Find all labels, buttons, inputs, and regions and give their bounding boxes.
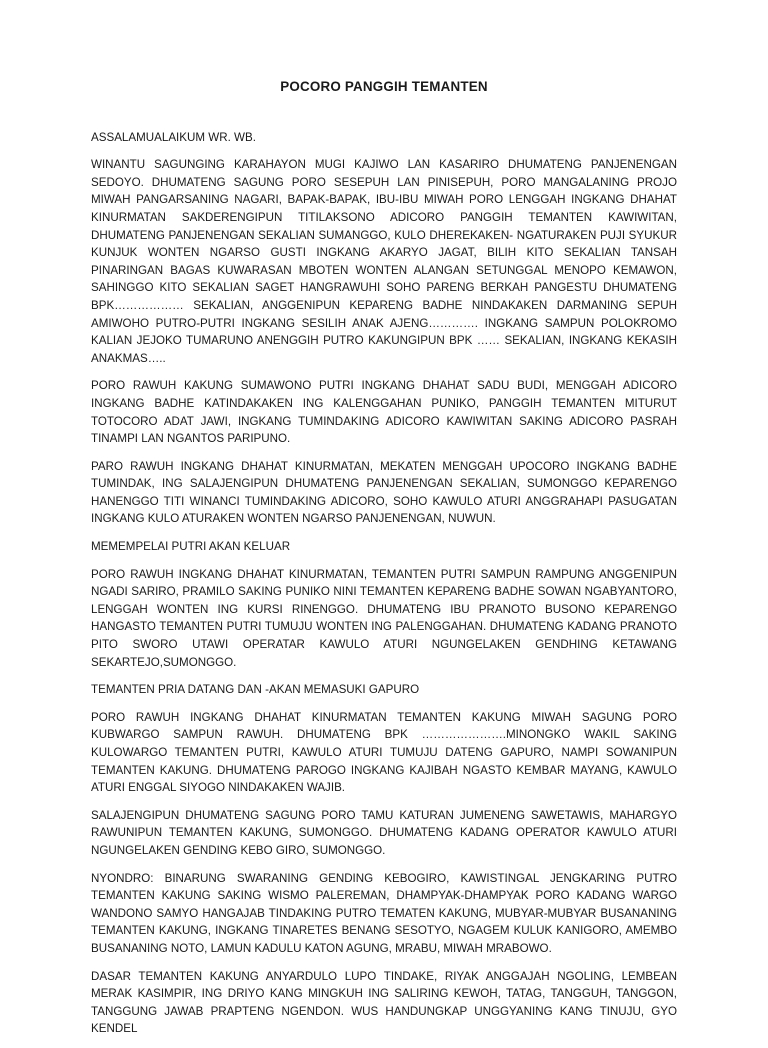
paragraph-guests-stand: SALAJENGIPUN DHUMATENG SAGUNG PORO TAMU KATURAN JUMENENG SAWETAWIS, MAHARGYO RAWUNIPUN TEMANTEN KAKUNG, SUMONGGO. DHUMATENG KADANG OPERATOR KAWULO ATURI NGUNGELAKEN GENDING KEBO GIRO, SUMONGGO. <box>91 808 677 857</box>
document-title: POCORO PANGGIH TEMANTEN <box>280 79 488 94</box>
paragraph-nyondro: NYONDRO: BINARUNG SWARANING GENDING KEBOGIRO, KAWISTINGAL JENGKARING PUTRO TEMANTEN KAKUNG SAKING WISMO PALEREMAN, DHAMPYAK-DHAMPYAK PORO KADANG WARGO WANDONO SAMYO HANGAJAB TINDAKING PUTRO TEMATEN KAKUNG, MUBYAR-MUBYAR BUSANANING TEMANTEN KAKUNG, INGKANG TINARETES BENANG SESOTYO, NGAGEM KULUK KANIGORO, AMEMBO BUSANANING NOTO, LAMUN KADULU KATON AGUNG, MRABU, MIWAH MRABOWO. <box>91 871 677 955</box>
paragraph-dasar: DASAR TEMANTEN KAKUNG ANYARDULO LUPO TINDAKE, RIYAK ANGGAJAH NGOLING, LEMBEAN MERAK KASIMPIR, ING DRIYO KANG MINGKUH ING SALIRING KEWOH, TATAG, TANGGUH, TANGGON, TANGGUNG JAWAB PRAPTENG NGENDON. WUS HANDUNGKAP UNGGYANING KANG TINUJU, GYO KENDEL <box>91 969 677 1036</box>
paragraph-groom-arrival: PORO RAWUH INGKANG DHAHAT KINURMATAN TEMANTEN KAKUNG MIWAH SAGUNG PORO KUBWARGO SAMPUN RAWUH. DHUMATENG BPK ………………….MINONGKO WAKIL SAKING KULOWARGO TEMANTEN PUTRI, KAWULO ATURI TUMUJU DATENG GAPURO, NAMPI SOWANIPUN TEMANTEN KAKUNG. DHUMATENG PAROGO INGKANG KAJIBAH NGASTO KEMBAR MAYANG, KAWULO ATURI ENGGAL SIYOGO NINDAKAKEN WAJIB. <box>91 710 677 795</box>
paragraph-upocoro: PARO RAWUH INGKANG DHAHAT KINURMATAN, MEKATEN MENGGAH UPOCORO INGKANG BADHE TUMINDAK, ING SALAJENGIPUN DHUMATENG PANJENENGAN SEKALIAN, SUMONGGO KEPARENGO HANENGGO TITI WINANCI TUMINDAKING ADICORO, SOHO KAWULO ATURI ANGGRAHAPI PASUGATAN INGKANG KULO ATURAKEN WONTEN NGARSO PANJENENGAN, NUWUN. <box>91 459 677 526</box>
paragraph-bride: PORO RAWUH INGKANG DHAHAT KINURMATAN, TEMANTEN PUTRI SAMPUN RAMPUNG ANGGENIPUN NGADI SARIRO, PRAMILO SAKING PUNIKO NINI TEMANTEN KEPARENG BADHE SOWAN NGABYANTORO, LENGGAH WONTEN ING KURSI RINENGGO. DHUMATENG IBU PRANOTO BUSONO KEPARENGO HANGASTO TEMANTEN PUTRI TUMUJU WONTEN ING PALENGGAHAN. DHUMATENG KADANG PRANOTO PITO SWORO UTAWI OPERATAR KAWULO ATURI NGUNGELAKEN GENDHING KETAWANG SEKARTEJO,SUMONGGO. <box>91 567 677 669</box>
section-heading-bride: MEMEMPELAI PUTRI AKAN KELUAR <box>91 540 291 554</box>
greeting: ASSALAMUALAIKUM WR. WB. <box>91 130 256 144</box>
paragraph-adicoro: PORO RAWUH KAKUNG SUMAWONO PUTRI INGKANG DHAHAT SADU BUDI, MENGGAH ADICORO INGKANG BADHE KATINDAKAKEN ING KALENGGAHAN PUNIKO, PANGGIH TEMANTEN MITURUT TOTOCORO ADAT JAWI, INGKANG TUMINDAKING ADICORO KAWIWITAN SAKING ADICORO PASRAH TINAMPI LAN NGANTOS PARIPUNO. <box>91 379 677 446</box>
document-page <box>91 78 677 1048</box>
paragraph-opening: WINANTU SAGUNGING KARAHAYON MUGI KAJIWO LAN KASARIRO DHUMATENG PANJENENGAN SEDOYO. DHUMATENG SAGUNG PORO SESEPUH LAN PINISEPUH, PORO MANGALANING PROJO MIWAH PANGARSANING NAGARI, BAPAK-BAPAK, IBU-IBU MIWAH PORO LENGGAH INGKANG DHAHAT KINURMATAN SAKDERENGIPUN TITILAKSONO ADICORO PANGGIH TEMANTEN KAWIWITAN, DHUMATENG PANJENENGAN SEKALIAN SUMANGGO, KULO DHEREKAKEN- NGATURAKEN PUJI SYUKUR KUNJUK WONTEN NGARSO GUSTI INGKANG AKARYO JAGAT, BILIH KITO SEKALIAN TANSAH PINARINGAN BAGAS KUWARASAN MBOTEN WONTEN ALANGAN SETUNGGAL MENOPO KEMAWON, SAHINGGO KITO SEKALIAN SAGET HANGRAWUHI SOHO PARENG BERKAH PANGESTU DHUMATENG BPK……………… SEKALIAN, ANGGENIPUN KEPARENG BADHE NINDAKAKEN DARMANING SEPUH AMIWOHO PUTRO-PUTRI INGKANG SESILIH ANAK AJENG…………. INGKANG SAMPUN POLOKROMO KALIAN JEJOKO TUMARUNO ANENGGIH PUTRO KAKUNGIPUN BPK …… SEKALIAN, INGKANG KEKASIH ANAKMAS….. <box>91 158 677 365</box>
section-heading-groom: TEMANTEN PRIA DATANG DAN -AKAN MEMASUKI GAPURO <box>91 683 420 697</box>
